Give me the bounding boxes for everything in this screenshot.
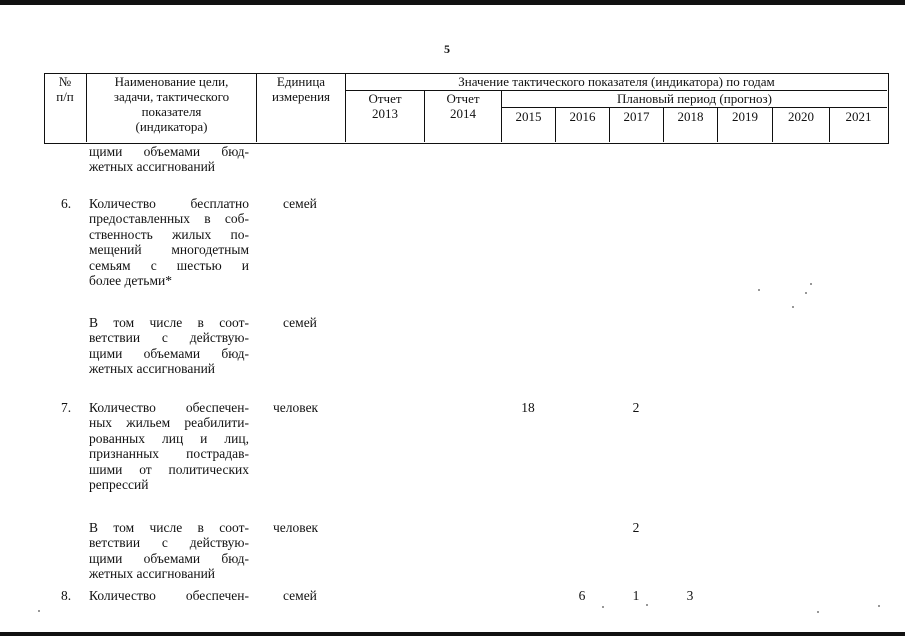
header-unit: Единица измерения bbox=[271, 74, 331, 104]
table-row-continuation-name: щими объемами бюд- жетных ассигнований bbox=[89, 144, 249, 175]
bottom-rule bbox=[0, 632, 905, 636]
row-7-sub-unit: человек bbox=[273, 520, 319, 535]
row-7-sub-name: В том числе в соот- ветствии с действую- щими объемами бюд- жетных ассигнований bbox=[89, 520, 249, 582]
row-6-name: Количество бесплатно предоставленных в соб- ственность жилых по- мещений многодетным семьям с шестью и более детьми* bbox=[89, 196, 249, 288]
page-number: 5 bbox=[444, 42, 450, 56]
header-report-2013: Отчет 2013 bbox=[368, 91, 402, 121]
row-7-name: Количество обеспечен- ных жильем реабилити- рованных лиц и лиц, признанных пострадав- шими от политических репрессий bbox=[89, 400, 249, 492]
row-7-unit: человек bbox=[273, 400, 319, 415]
header-year-2018: 2018 bbox=[677, 109, 704, 124]
row-7-sub-value-2017: 2 bbox=[632, 520, 640, 535]
row-8-value-2017: 1 bbox=[632, 588, 640, 603]
row-8-number: 8. bbox=[61, 588, 72, 603]
row-6-sub-unit: семей bbox=[283, 315, 317, 330]
row-7-value-2015: 18 bbox=[521, 400, 535, 415]
header-year-2016: 2016 bbox=[569, 109, 596, 124]
row-8-value-2016: 6 bbox=[578, 588, 586, 603]
header-year-2020: 2020 bbox=[788, 109, 814, 124]
header-report-2014: Отчет 2014 bbox=[446, 91, 480, 121]
row-6-number: 6. bbox=[61, 196, 72, 211]
header-group-title: Значение тактического показателя (индикатора) по годам bbox=[458, 74, 775, 89]
top-rule bbox=[0, 0, 905, 5]
row-8-unit: семей bbox=[283, 588, 317, 603]
row-6-unit: семей bbox=[283, 196, 317, 211]
header-year-2015: 2015 bbox=[515, 109, 542, 124]
header-name: Наименование цели, задачи, тактического показателя (индикатора) bbox=[113, 74, 230, 134]
row-7-value-2017: 2 bbox=[632, 400, 640, 415]
row-8-value-2018: 3 bbox=[686, 588, 694, 603]
header-plan-title: Плановый период (прогноз) bbox=[617, 91, 772, 106]
row-6-sub-name: В том числе в соот- ветствии с действую- щими объемами бюд- жетных ассигнований bbox=[89, 315, 249, 377]
header-num: № п/п bbox=[56, 74, 74, 104]
header-year-2019: 2019 bbox=[732, 109, 758, 124]
row-7-number: 7. bbox=[61, 400, 72, 415]
header-year-2021: 2021 bbox=[845, 109, 872, 124]
row-8-name: Количество обеспечен- bbox=[89, 588, 249, 603]
header-year-2017: 2017 bbox=[623, 109, 650, 124]
